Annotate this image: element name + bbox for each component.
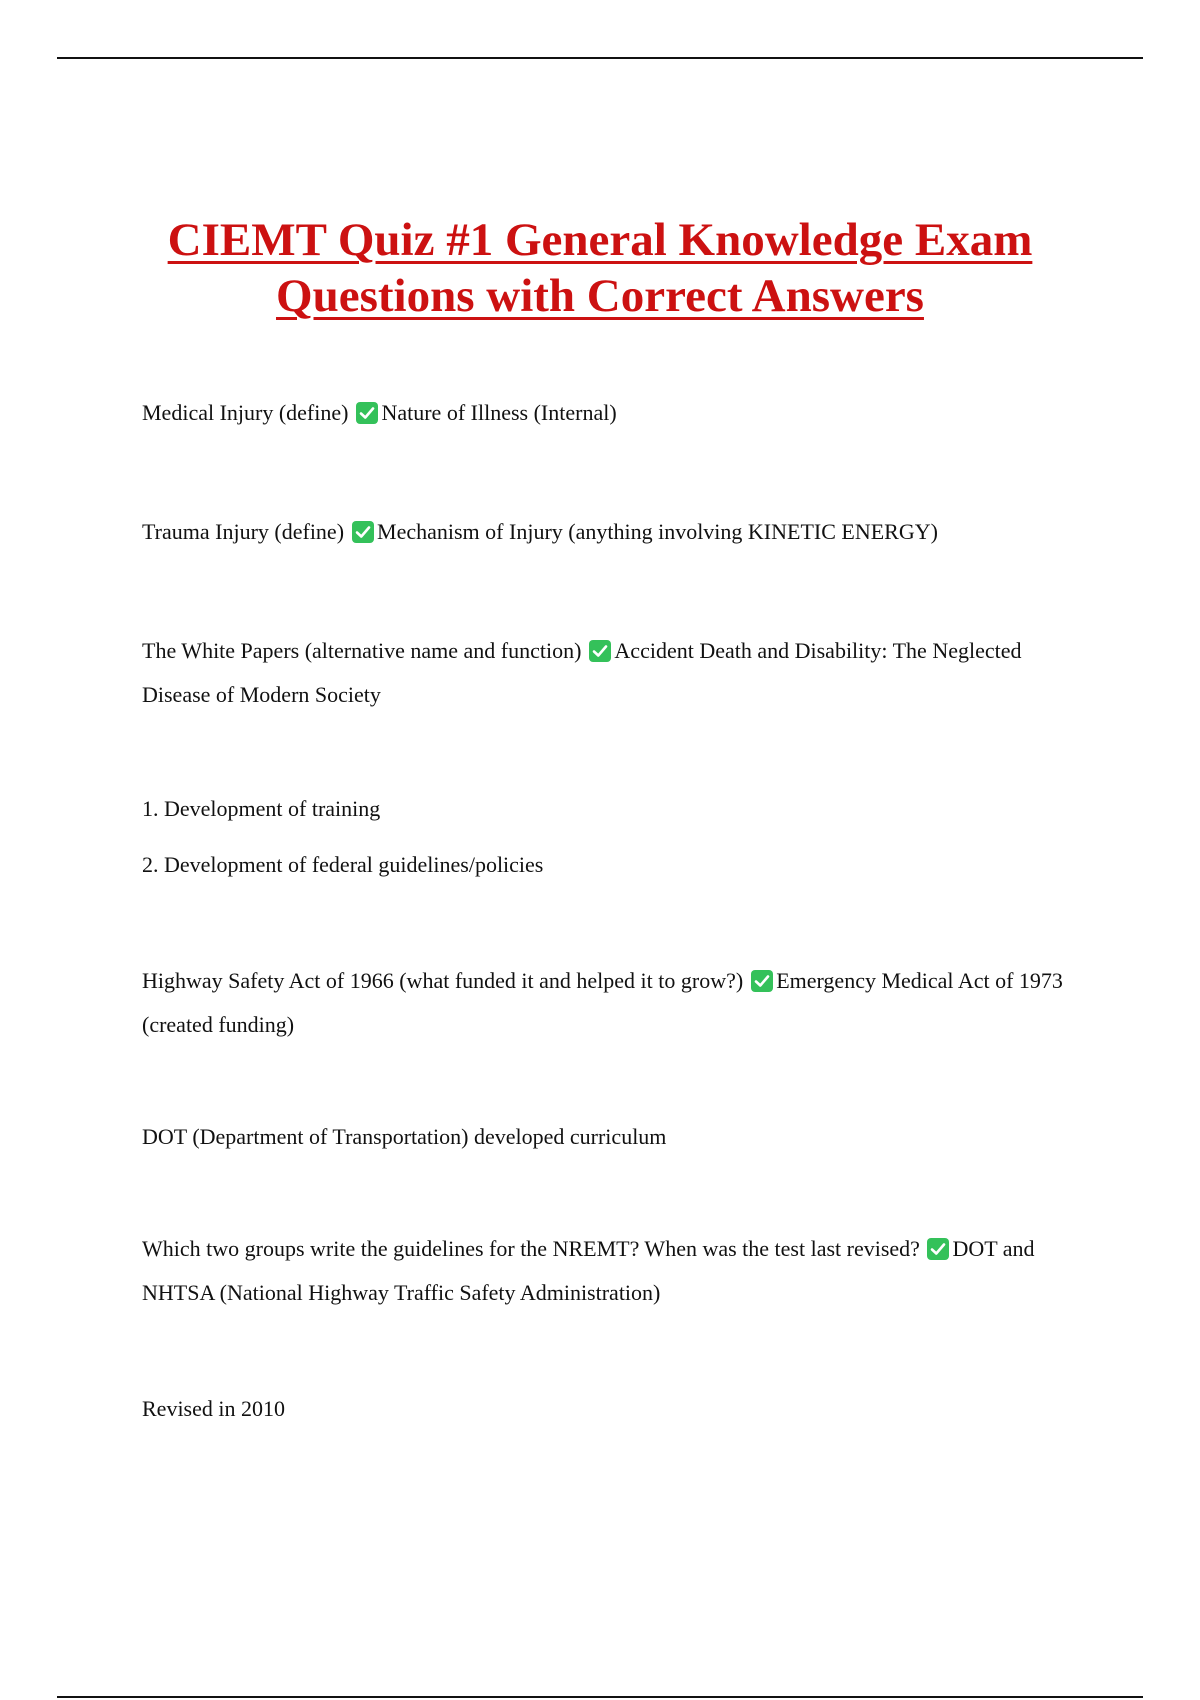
list-item-federal-guidelines: 2. Development of federal guidelines/policies (142, 852, 544, 877)
bottom-rule (57, 1696, 1143, 1698)
title-line-2: Questions with Correct Answers (276, 270, 924, 322)
qa-item-white-papers (142, 629, 1072, 717)
static-line-revised-2010: Revised in 2010 (142, 1396, 285, 1421)
answer-text: Emergency Medical Act of 1973 (created funding) (142, 968, 1063, 1037)
title-line-1: CIEMT Quiz #1 General Knowledge Exam (167, 214, 1033, 266)
top-rule (57, 57, 1143, 59)
qa-item-highway-safety-act (142, 959, 1072, 1047)
answer-text: Mechanism of Injury (anything involving KINETIC ENERGY) (377, 519, 938, 544)
check-mark-icon (927, 1238, 949, 1260)
check-mark-icon (356, 402, 378, 424)
qa-item-trauma-injury (142, 510, 1072, 554)
answer-text: Nature of Illness (Internal) (381, 400, 617, 425)
static-line-dot-curriculum: DOT (Department of Transportation) developed curriculum (142, 1124, 667, 1149)
document-title (0, 212, 1200, 324)
check-mark-icon (751, 970, 773, 992)
question-text: The White Papers (alternative name and function) (142, 638, 582, 663)
answer-text: DOT and NHTSA (National Highway Traffic Safety Administration) (142, 1236, 1035, 1305)
question-text: Which two groups write the guidelines for the NREMT? When was the test last revised? (142, 1236, 920, 1261)
question-text: Medical Injury (define) (142, 400, 349, 425)
qa-item-nremt-guidelines (142, 1227, 1072, 1315)
question-text: Trauma Injury (define) (142, 519, 345, 544)
check-mark-icon (589, 640, 611, 662)
list-item-development-training: 1. Development of training (142, 796, 381, 821)
question-text: Highway Safety Act of 1966 (what funded it and helped it to grow?) (142, 968, 744, 993)
qa-item-medical-injury (142, 391, 1072, 435)
check-mark-icon (352, 521, 374, 543)
answer-text: Accident Death and Disability: The Neglected Disease of Modern Society (142, 638, 1022, 707)
